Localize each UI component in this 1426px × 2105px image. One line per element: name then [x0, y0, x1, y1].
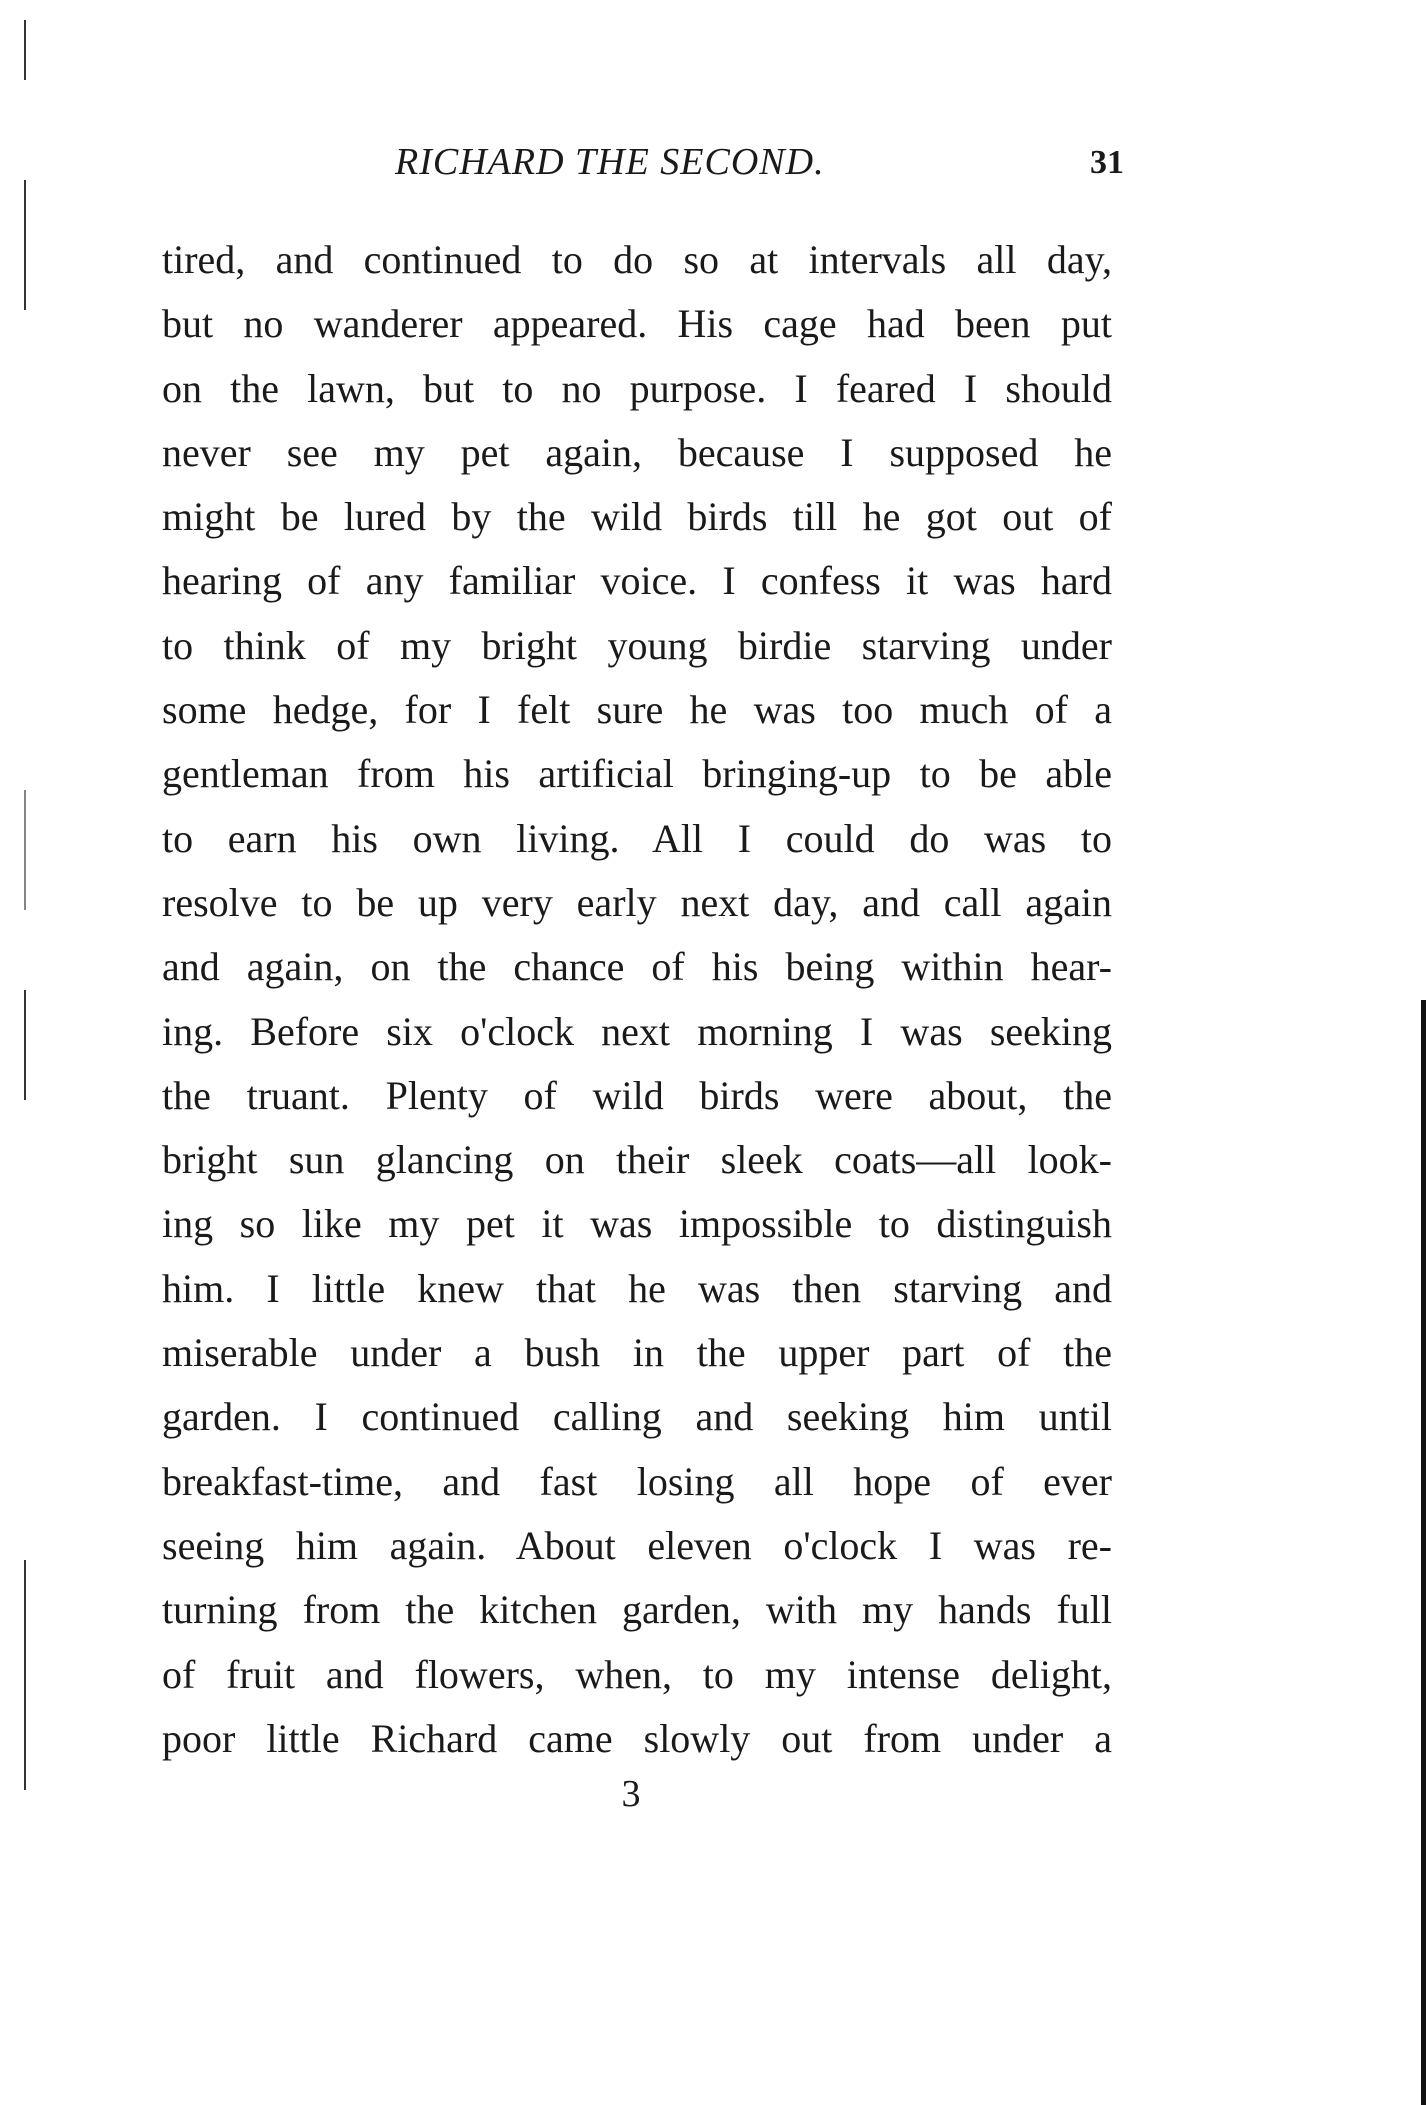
- scan-right-edge: [1421, 1000, 1426, 2105]
- scan-edge-mark: [24, 180, 26, 310]
- text-line: some hedge, for I felt sure he was too much of a: [162, 687, 1112, 733]
- body-text: [162, 228, 1112, 1771]
- text-line: seeing him again. About eleven o'clock I was re-: [162, 1522, 1112, 1568]
- text-line: hearing of any familiar voice. I confess it was hard: [162, 558, 1112, 604]
- text-line: but no wanderer appeared. His cage had been put: [162, 301, 1112, 347]
- text-line: to think of my bright young birdie starving under: [162, 622, 1112, 668]
- text-line: gentleman from his artificial bringing-up to be able: [162, 751, 1112, 797]
- text-line: never see my pet again, because I supposed he: [162, 429, 1112, 475]
- text-line: turning from the kitchen garden, with my hands full: [162, 1587, 1112, 1633]
- text-line: breakfast-time, and fast losing all hope of ever: [162, 1458, 1112, 1504]
- text-line: bright sun glancing on their sleek coats—all look-: [162, 1137, 1112, 1183]
- scan-edge-mark: [24, 20, 26, 80]
- scan-edge-mark: [24, 1560, 26, 1790]
- running-head: [160, 140, 1124, 190]
- scan-edge-mark: [24, 990, 26, 1100]
- text-line: tired, and continued to do so at intervals all day,: [162, 237, 1112, 282]
- running-title: RICHARD THE SECOND.: [395, 141, 825, 183]
- text-line: poor little Richard came slowly out from under a: [162, 1715, 1112, 1761]
- text-line: ing. Before six o'clock next morning I was seeking: [162, 1008, 1112, 1054]
- text-line: garden. I continued calling and seeking him until: [162, 1394, 1112, 1440]
- text-line: him. I little knew that he was then starving and: [162, 1265, 1112, 1311]
- signature-mark: 3: [621, 1773, 641, 1815]
- text-line: and again, on the chance of his being within hear-: [162, 944, 1112, 990]
- scan-edge-mark: [24, 790, 26, 910]
- text-line: might be lured by the wild birds till he got out of: [162, 494, 1112, 540]
- text-line: the truant. Plenty of wild birds were about, the: [162, 1072, 1112, 1118]
- text-line: on the lawn, but to no purpose. I feared I should: [162, 365, 1112, 411]
- text-line: miserable under a bush in the upper part of the: [162, 1330, 1112, 1376]
- text-line: of fruit and flowers, when, to my intense delight,: [162, 1651, 1112, 1697]
- page-number: 31: [1090, 144, 1124, 181]
- text-line: resolve to be up very early next day, and call again: [162, 879, 1112, 925]
- text-line: to earn his own living. All I could do was to: [162, 815, 1112, 861]
- text-line: ing so like my pet it was impossible to distinguish: [162, 1201, 1112, 1247]
